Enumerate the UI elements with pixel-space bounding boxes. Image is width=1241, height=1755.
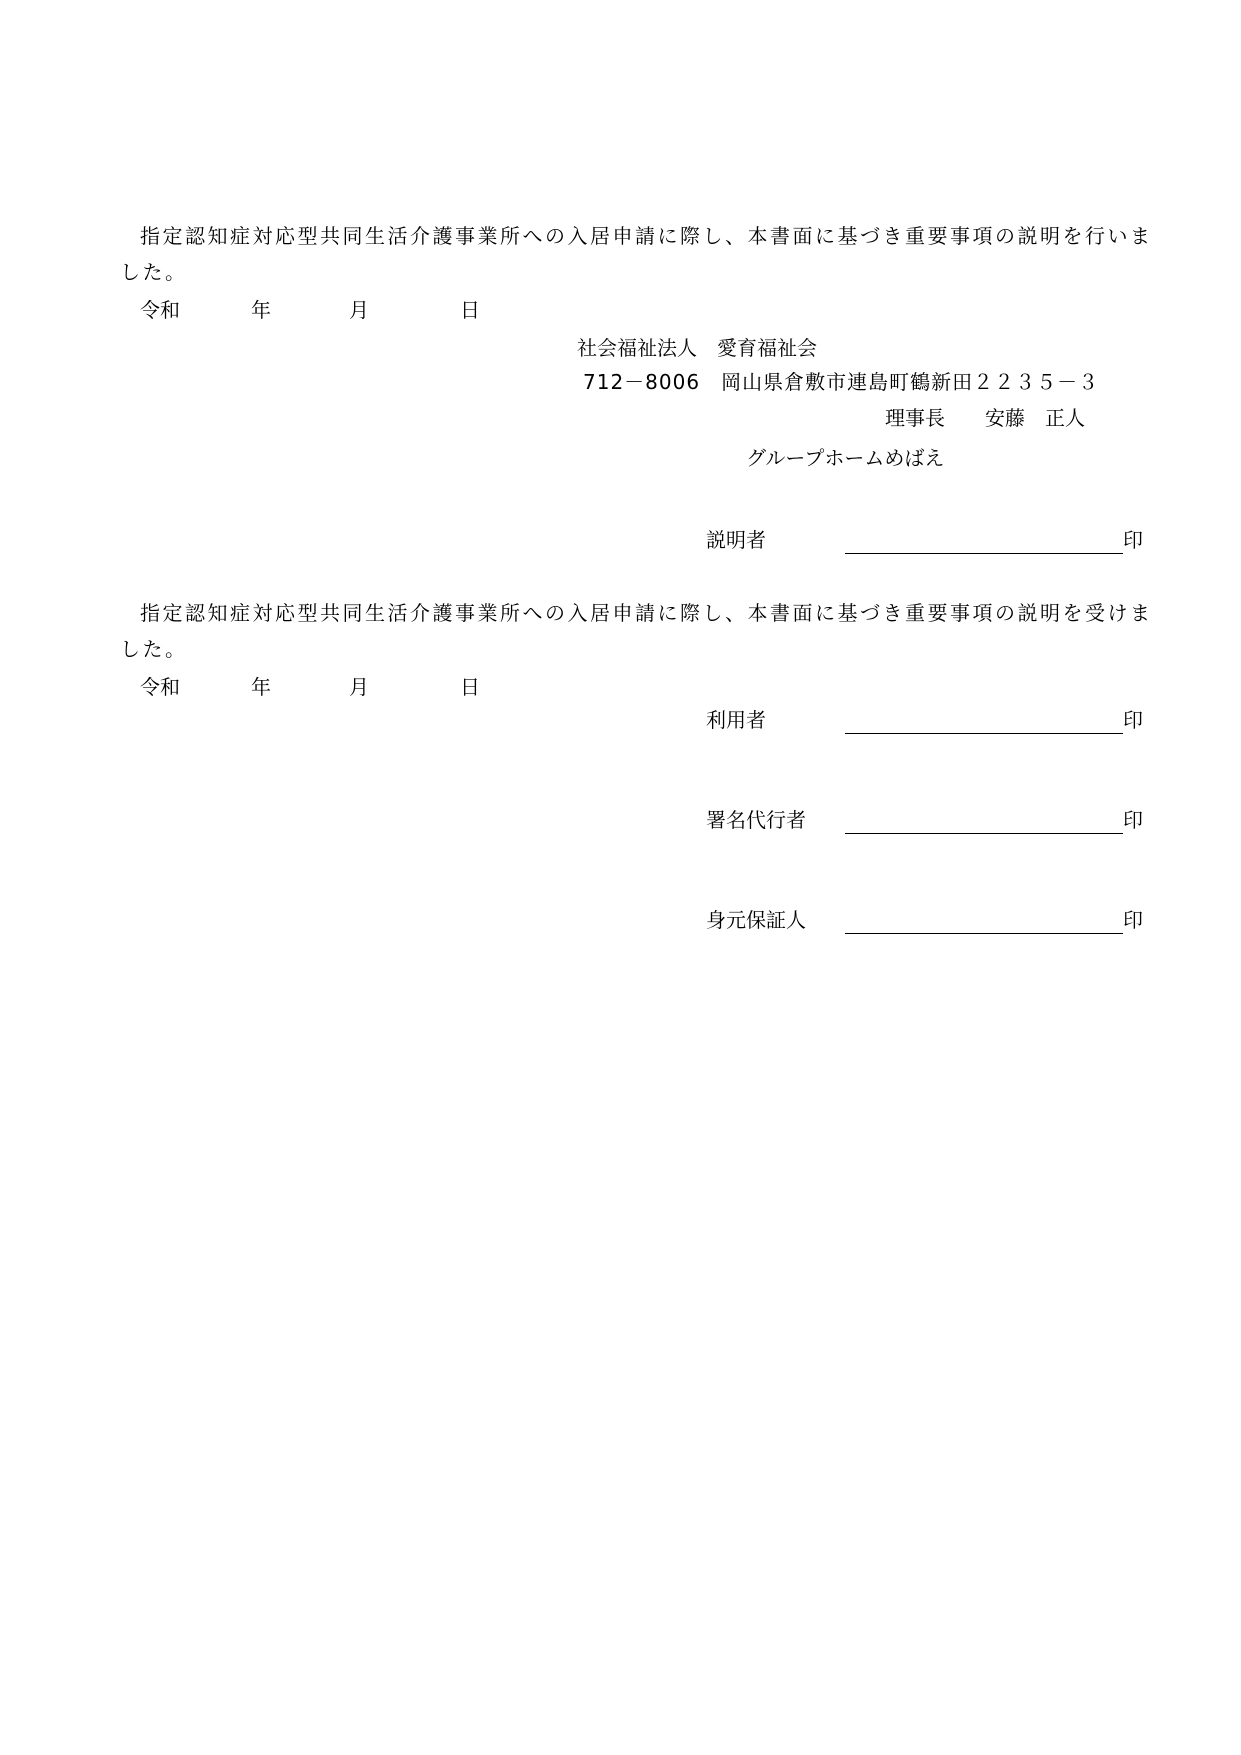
corporation-name: 社会福祉法人 愛育福祉会 (577, 336, 817, 360)
guarantor-label: 身元保証人 (706, 908, 806, 932)
date-month-label: 月 (349, 298, 369, 322)
explainer-signature-line[interactable] (845, 553, 1123, 554)
proxy-signer-label: 署名代行者 (706, 808, 806, 832)
date-era: 令和 (140, 298, 180, 322)
date-day-label: 日 (460, 298, 480, 322)
date-era-2: 令和 (140, 675, 180, 699)
user-seal: 印 (1123, 708, 1143, 732)
explainer-seal: 印 (1123, 528, 1143, 552)
date-day-label-2: 日 (460, 675, 480, 699)
representative-name: 理事長 安藤 正人 (885, 406, 1085, 430)
guarantor-signature-line[interactable] (845, 933, 1123, 934)
explainer-label: 説明者 (706, 528, 766, 552)
user-signature-line[interactable] (845, 733, 1123, 734)
explanation-statement: 指定認知症対応型共同生活介護事業所への入居申請に際し、本書面に基づき重要事項の説明を行いました。 (120, 224, 1153, 284)
proxy-signature-line[interactable] (845, 833, 1123, 834)
receipt-statement: 指定認知症対応型共同生活介護事業所への入居申請に際し、本書面に基づき重要事項の説明を受けました。 (120, 601, 1153, 661)
date-year-label: 年 (251, 298, 271, 322)
user-label: 利用者 (706, 708, 766, 732)
date-month-label-2: 月 (349, 675, 369, 699)
facility-name: グループホームめばえ (746, 446, 945, 470)
corporation-address: 712－8006 岡山県倉敷市連島町鶴新田２２３５－３ (583, 370, 1100, 394)
guarantor-seal: 印 (1123, 908, 1143, 932)
proxy-seal: 印 (1123, 808, 1143, 832)
date-year-label-2: 年 (251, 675, 271, 699)
